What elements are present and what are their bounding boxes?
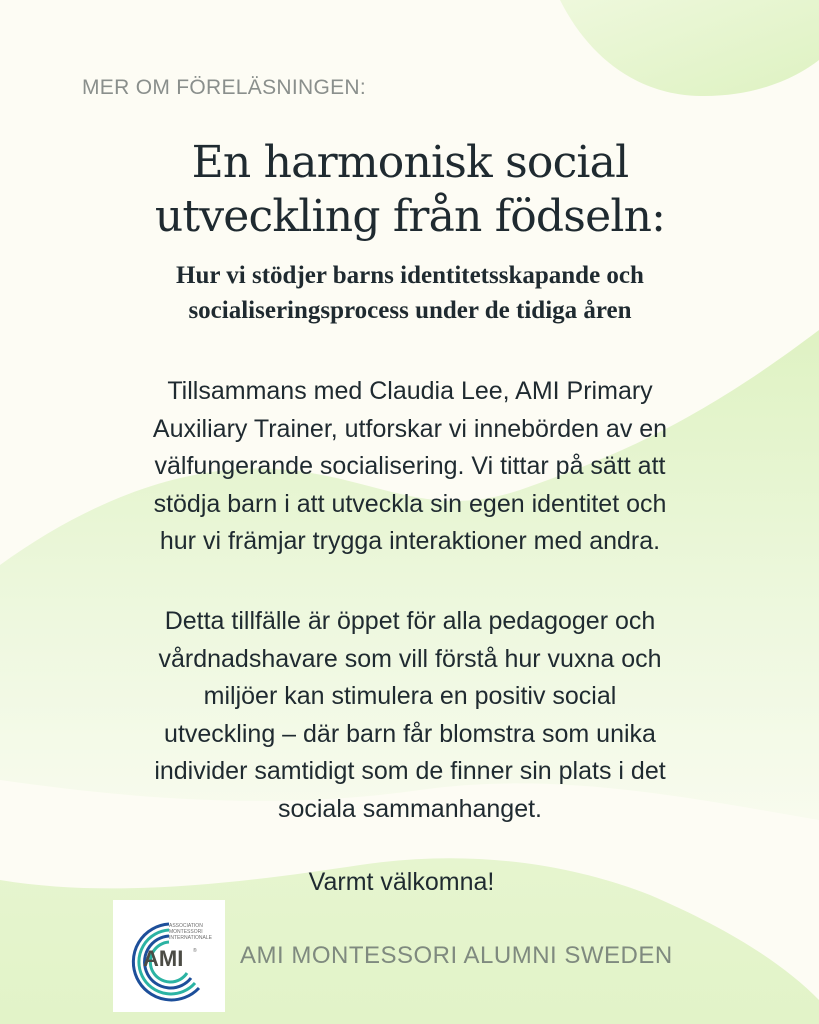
subtitle bbox=[70, 258, 750, 328]
text-line: utveckling – där barn får blomstra som unika bbox=[164, 719, 656, 748]
logo-caption-line: INTERNATIONALE bbox=[169, 935, 212, 941]
subtitle-line: Hur vi stödjer barns identitetsskapande och bbox=[176, 262, 644, 289]
text-line: sociala sammanhanget. bbox=[277, 794, 543, 823]
title-line: utveckling från födseln: bbox=[154, 191, 666, 242]
description-paragraph-1 bbox=[70, 373, 750, 561]
logo-mark: AMI bbox=[143, 946, 184, 971]
welcome-message bbox=[0, 868, 819, 897]
welcome-text: Varmt välkomna! bbox=[308, 868, 495, 896]
ami-logo bbox=[113, 900, 225, 1012]
ami-logo-icon bbox=[113, 900, 225, 1012]
logo-caption-line: MONTESSORI bbox=[169, 929, 203, 935]
subtitle-line: socialiseringsprocess under de tidiga åren bbox=[188, 297, 632, 324]
text-line: individer samtidigt som de finner sin plats i det bbox=[154, 757, 666, 785]
text-line: miljöer kan stimulera en positiv social bbox=[203, 682, 617, 710]
text-line: välfungerande socialisering. Vi tittar på sätt att bbox=[154, 452, 666, 480]
text-line: Tillsammans med Claudia Lee, AMI Primary bbox=[167, 377, 653, 405]
text-line: Auxiliary Trainer, utforskar vi innebörden av en bbox=[152, 414, 668, 443]
page-title bbox=[60, 136, 760, 244]
section-label: MER OM FÖRELÄSNINGEN: bbox=[82, 76, 366, 99]
text-line: hur vi främjar trygga interaktioner med andra. bbox=[159, 527, 661, 555]
text-line: stödja barn i att utveckla sin egen identitet och bbox=[153, 489, 667, 518]
text-line: vårdnadshavare som vill förstå hur vuxna och bbox=[158, 644, 662, 673]
logo-caption-line: ASSOCIATION bbox=[169, 923, 203, 929]
logo-registered: ® bbox=[193, 948, 197, 954]
text-line: Detta tillfälle är öppet för alla pedagoger och bbox=[164, 607, 656, 635]
description-paragraph-2 bbox=[70, 603, 750, 828]
title-line: En harmonisk social bbox=[191, 137, 629, 188]
organization-name: AMI MONTESSORI ALUMNI SWEDEN bbox=[240, 942, 673, 969]
